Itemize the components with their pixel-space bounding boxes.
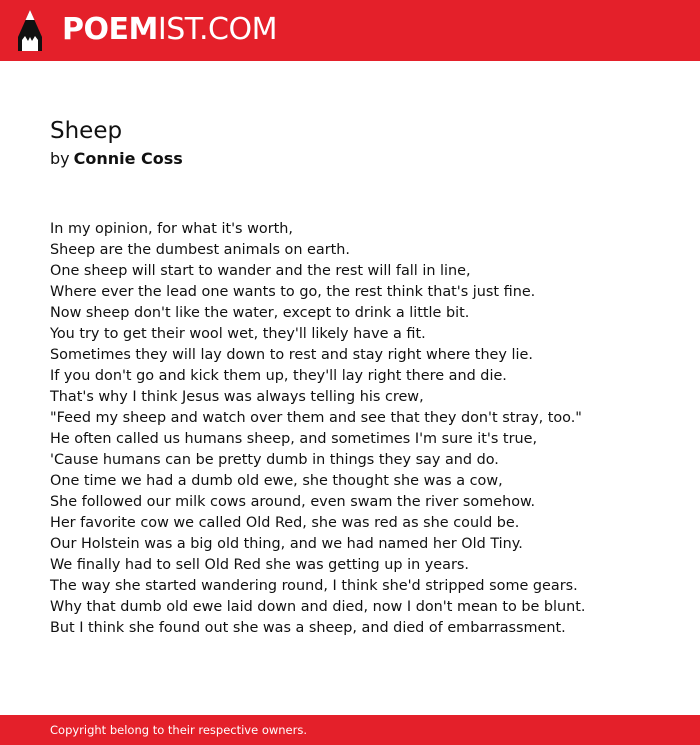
author-name[interactable]: Connie Coss [73,149,183,168]
poem-line: She followed our milk cows around, even swam the river somehow. [50,494,536,510]
poem-line: Why that dumb old ewe laid down and died, now I don't mean to be blunt. [50,599,586,615]
poem-line: Now sheep don't like the water, except to drink a little bit. [50,305,470,321]
poem-line: But I think she found out she was a sheep, and died of embarrassment. [50,620,566,636]
logo-text-bold: POEM [62,12,158,47]
poem-line: Her favorite cow we called Old Red, she was red as she could be. [50,515,520,531]
site-header [0,0,700,61]
poem-line: Where ever the lead one wants to go, the rest think that's just fine. [50,284,536,300]
poem-line: In my opinion, for what it's worth, [50,221,293,237]
site-logo[interactable] [62,10,277,50]
pencil-icon[interactable] [17,9,43,52]
poem-byline [50,149,183,169]
poem-line: Sometimes they will lay down to rest and stay right where they lie. [50,347,533,363]
copyright-text: Copyright belong to their respective owners. [50,723,308,737]
poem-line: We finally had to sell Old Red she was getting up in years. [50,557,469,573]
logo-text-light: IST.COM [157,12,277,47]
poem-line: He often called us humans sheep, and sometimes I'm sure it's true, [50,431,538,447]
poem-line: That's why I think Jesus was always telling his crew, [50,389,424,405]
poem-line: 'Cause humans can be pretty dumb in things they say and do. [50,452,499,468]
poem-line: One sheep will start to wander and the rest will fall in line, [50,263,471,279]
poem-line: Our Holstein was a big old thing, and we had named her Old Tiny. [50,536,523,552]
poem-title: Sheep [50,118,123,144]
poem-line: "Feed my sheep and watch over them and see that they don't stray, too." [50,410,582,426]
poem-line: Sheep are the dumbest animals on earth. [50,242,350,258]
by-label: by [50,149,70,168]
poem-line: The way she started wandering round, I think she'd stripped some gears. [50,578,578,594]
poem-line: One time we had a dumb old ewe, she thought she was a cow, [50,473,503,489]
poem-body [50,219,670,639]
poem-line: If you don't go and kick them up, they'll lay right there and die. [50,368,507,384]
site-footer [0,715,700,745]
poem-line: You try to get their wool wet, they'll likely have a fit. [50,326,426,342]
